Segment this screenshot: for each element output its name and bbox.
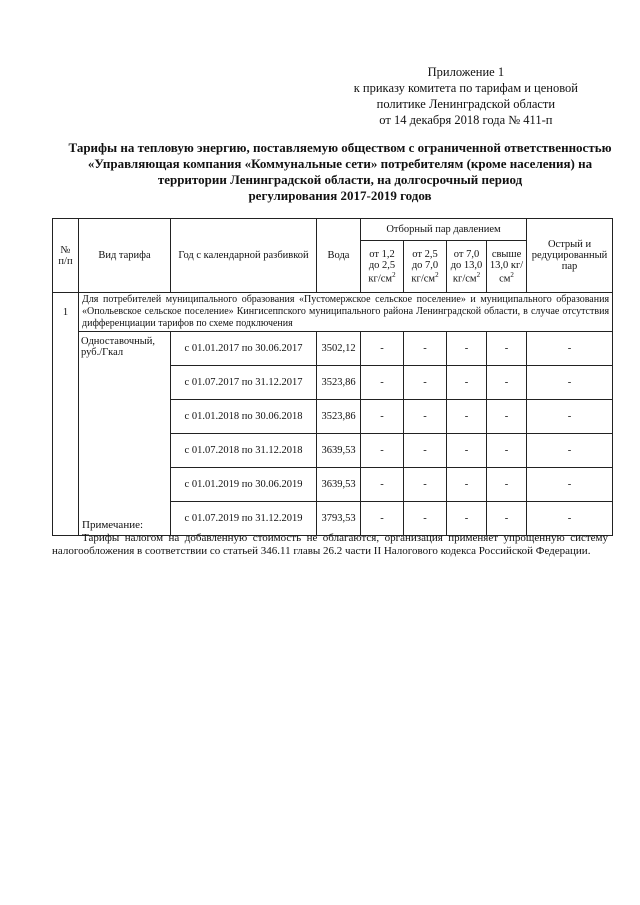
dash-cell: -	[447, 400, 487, 434]
period-cell: с 01.07.2018 по 31.12.2018	[171, 434, 317, 468]
header-pressure-1	[361, 241, 404, 293]
pressure-2-unit: кг/см	[411, 273, 436, 285]
header-pressure-2	[404, 241, 447, 293]
period-cell: с 01.07.2019 по 31.12.2019	[171, 502, 317, 536]
dash-cell: -	[361, 502, 404, 536]
dash-cell: -	[487, 468, 527, 502]
period-cell: с 01.01.2019 по 30.06.2019	[171, 468, 317, 502]
note-block	[52, 519, 608, 558]
dash-cell: -	[447, 366, 487, 400]
water-value: 3523,86	[317, 366, 361, 400]
pressure-3-range: от 7,0 до 13,0	[450, 248, 483, 271]
title-line-1: Тарифы на тепловую энергию, поставляемую обществом с ограниченной ответственностью	[68, 140, 612, 155]
dash-cell: -	[404, 502, 447, 536]
pressure-4-unit: кг/см	[499, 259, 524, 285]
pressure-1-unit-sup: 2	[392, 270, 396, 279]
title-line-3: территории Ленинградской области, на долгосрочный период	[157, 172, 523, 187]
period-cell: с 01.01.2017 по 30.06.2017	[171, 332, 317, 366]
dash-cell: -	[361, 332, 404, 366]
dash-cell: -	[447, 434, 487, 468]
dash-cell: -	[527, 400, 613, 434]
header-pressure-4	[487, 241, 527, 293]
dash-cell: -	[404, 434, 447, 468]
header-pressure-3	[447, 241, 487, 293]
header-period: Год с календарной разбивкой	[171, 219, 317, 293]
tariff-table	[52, 218, 613, 536]
document-title	[60, 140, 620, 204]
pressure-2-unit-sup: 2	[435, 270, 439, 279]
dash-cell: -	[361, 434, 404, 468]
header-tariff-type: Вид тарифа	[79, 219, 171, 293]
water-value: 3793,53	[317, 502, 361, 536]
dash-cell: -	[404, 468, 447, 502]
pressure-2-range: от 2,5 до 7,0	[411, 248, 439, 271]
pressure-4-unit-sup: 2	[510, 270, 514, 279]
dash-cell: -	[527, 366, 613, 400]
dash-cell: -	[404, 332, 447, 366]
header-num: № п/п	[53, 219, 79, 293]
dash-cell: -	[487, 400, 527, 434]
consumer-description: Для потребителей муниципального образования «Пустомержское сельское поселение» и муниципального образования «Опольевское сельское поселение» Кингисеппского муниципального района Ленинградской области, в случае отсутствия дифференциации тарифов по схеме подключения	[79, 293, 613, 332]
pressure-4-range: свыше 13,0	[489, 248, 522, 271]
dash-cell: -	[361, 400, 404, 434]
appendix-line-3: политике Ленинградской области	[376, 97, 556, 111]
table-row	[53, 332, 613, 366]
dash-cell: -	[404, 400, 447, 434]
note-label: Примечание:	[82, 519, 144, 531]
dash-cell: -	[447, 502, 487, 536]
appendix-line-1: Приложение 1	[427, 65, 505, 79]
title-line-4: регулирования 2017-2019 годов	[248, 188, 432, 203]
period-cell: с 01.07.2017 по 31.12.2017	[171, 366, 317, 400]
appendix-block	[354, 64, 578, 128]
title-line-2: «Управляющая компания «Коммунальные сети» потребителям (кроме населения) на	[87, 156, 593, 171]
note-text: Тарифы налогом на добавленную стоимость не облагаются, организация применяет упрощенную систему налогообложения в соответствии со статьей 346.11 главы 26.2 части II Налогового кодекса Российской Федерации.	[52, 532, 608, 557]
dash-cell: -	[487, 366, 527, 400]
header-water: Вода	[317, 219, 361, 293]
tariff-type-cell: Одноставочный, руб./Гкал	[79, 332, 171, 536]
water-value: 3639,53	[317, 434, 361, 468]
pressure-1-unit: кг/см	[368, 273, 393, 285]
dash-cell: -	[527, 434, 613, 468]
appendix-line-2: к приказу комитета по тарифам и ценовой	[353, 81, 578, 95]
dash-cell: -	[447, 332, 487, 366]
dash-cell: -	[404, 366, 447, 400]
pressure-3-unit: кг/см	[452, 273, 477, 285]
water-value: 3639,53	[317, 468, 361, 502]
row-number: 1	[53, 293, 79, 536]
dash-cell: -	[487, 434, 527, 468]
dash-cell: -	[447, 468, 487, 502]
pressure-3-unit-sup: 2	[476, 270, 481, 279]
dash-cell: -	[527, 332, 613, 366]
header-acute-steam: Острый и редуцированный пар	[527, 219, 613, 293]
dash-cell: -	[527, 468, 613, 502]
period-cell: с 01.01.2018 по 30.06.2018	[171, 400, 317, 434]
dash-cell: -	[487, 502, 527, 536]
water-value: 3523,86	[317, 400, 361, 434]
dash-cell: -	[361, 468, 404, 502]
water-value: 3502,12	[317, 332, 361, 366]
dash-cell: -	[361, 366, 404, 400]
pressure-1-range: от 1,2 до 2,5	[368, 248, 396, 271]
header-steam-group: Отборный пар давлением	[361, 219, 527, 241]
appendix-line-4: от 14 декабря 2018 года № 411-п	[379, 113, 553, 127]
dash-cell: -	[527, 502, 613, 536]
dash-cell: -	[487, 332, 527, 366]
